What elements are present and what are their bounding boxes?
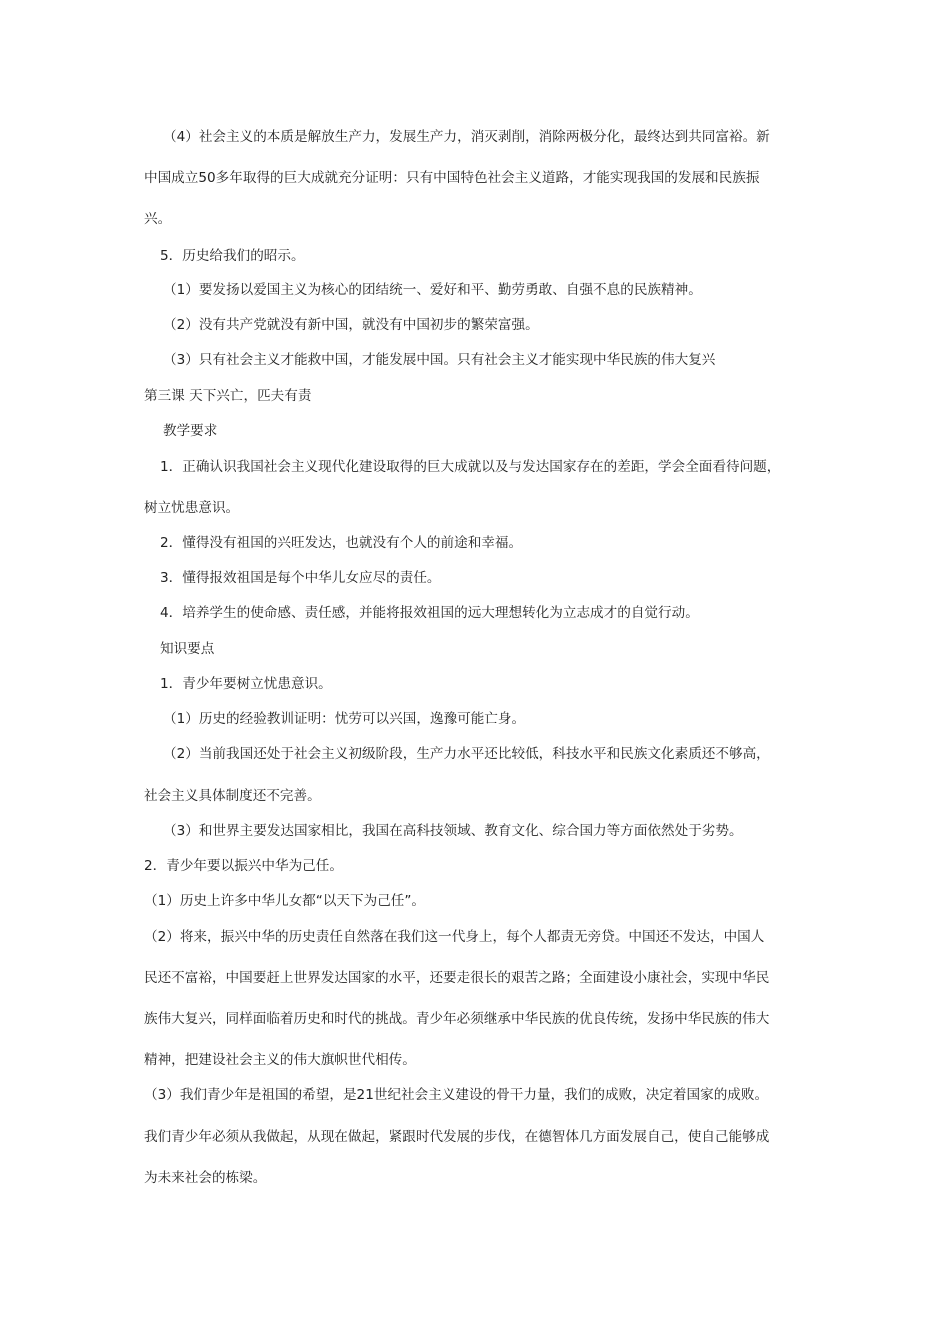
text-line: 树立忧患意识。 [144,500,240,516]
text-line: 社会主义具体制度还不完善。 [144,788,321,804]
text-line: （1）要发扬以爱国主义为核心的团结统一、爱好和平、勤劳勇敢、自强不息的民族精神。 [163,282,702,298]
text-line: （2）当前我国还处于社会主义初级阶段，生产力水平还比较低，科技水平和民族文化素质还不够高， [163,746,770,762]
text-line: 1．青少年要树立忧患意识。 [160,676,332,692]
text-line: 精神，把建设社会主义的伟大旗帜世代相传。 [144,1052,416,1068]
text-line: 中国成立50多年取得的巨大成就充分证明：只有中国特色社会主义道路，才能实现我国的发展和民族振 [144,170,760,186]
text-line: 2．青少年要以振兴中华为己任。 [144,858,343,874]
text-line: （1）历史的经验教训证明：忧劳可以兴国，逸豫可能亡身。 [163,711,526,727]
text-line: 为未来社会的栋梁。 [144,1170,267,1186]
text-line: （3）和世界主要发达国家相比，我国在高科技领域、教育文化、综合国力等方面依然处于劣势。 [163,823,743,839]
text-line: （2）没有共产党就没有新中国，就没有中国初步的繁荣富强。 [163,317,539,333]
text-line: 4．培养学生的使命感、责任感，并能将报效祖国的远大理想转化为立志成才的自觉行动。 [160,605,699,621]
text-line: （1）历史上许多中华儿女都“以天下为己任”。 [144,893,426,909]
text-line: 兴。 [144,211,172,227]
text-line: 3．懂得报效祖国是每个中华儿女应尽的责任。 [160,570,441,586]
text-line: 第三课 天下兴亡，匹夫有责 [144,388,312,404]
text-line: 族伟大复兴，同样面临着历史和时代的挑战。青少年必须继承中华民族的优良传统，发扬中华民族的伟大 [144,1011,770,1027]
text-line: 我们青少年必须从我做起，从现在做起，紧跟时代发展的步伐，在德智体几方面发展自己，使自己能够成 [144,1129,770,1145]
text-line: 教学要求 [163,423,218,439]
text-line: 民还不富裕，中国要赶上世界发达国家的水平，还要走很长的艰苦之路；全面建设小康社会，实现中华民 [144,970,770,986]
text-line: （2）将来，振兴中华的历史责任自然落在我们这一代身上，每个人都责无旁贷。中国还不发达，中国人 [144,929,765,945]
text-line: 5．历史给我们的昭示。 [160,248,305,264]
text-line: 2．懂得没有祖国的兴旺发达，也就没有个人的前途和幸福。 [160,535,523,551]
text-line: （3）只有社会主义才能救中国，才能发展中国。只有社会主义才能实现中华民族的伟大复兴 [163,352,716,368]
text-line: （4）社会主义的本质是解放生产力，发展生产力，消灭剥削，消除两极分化，最终达到共同富裕。新 [163,129,770,145]
text-line: 知识要点 [160,641,215,657]
text-line: （3）我们青少年是祖国的希望，是21世纪社会主义建设的骨干力量，我们的成败，决定着国家的成败。 [144,1087,769,1103]
text-line: 1．正确认识我国社会主义现代化建设取得的巨大成就以及与发达国家存在的差距，学会全面看待问题， [160,459,781,475]
